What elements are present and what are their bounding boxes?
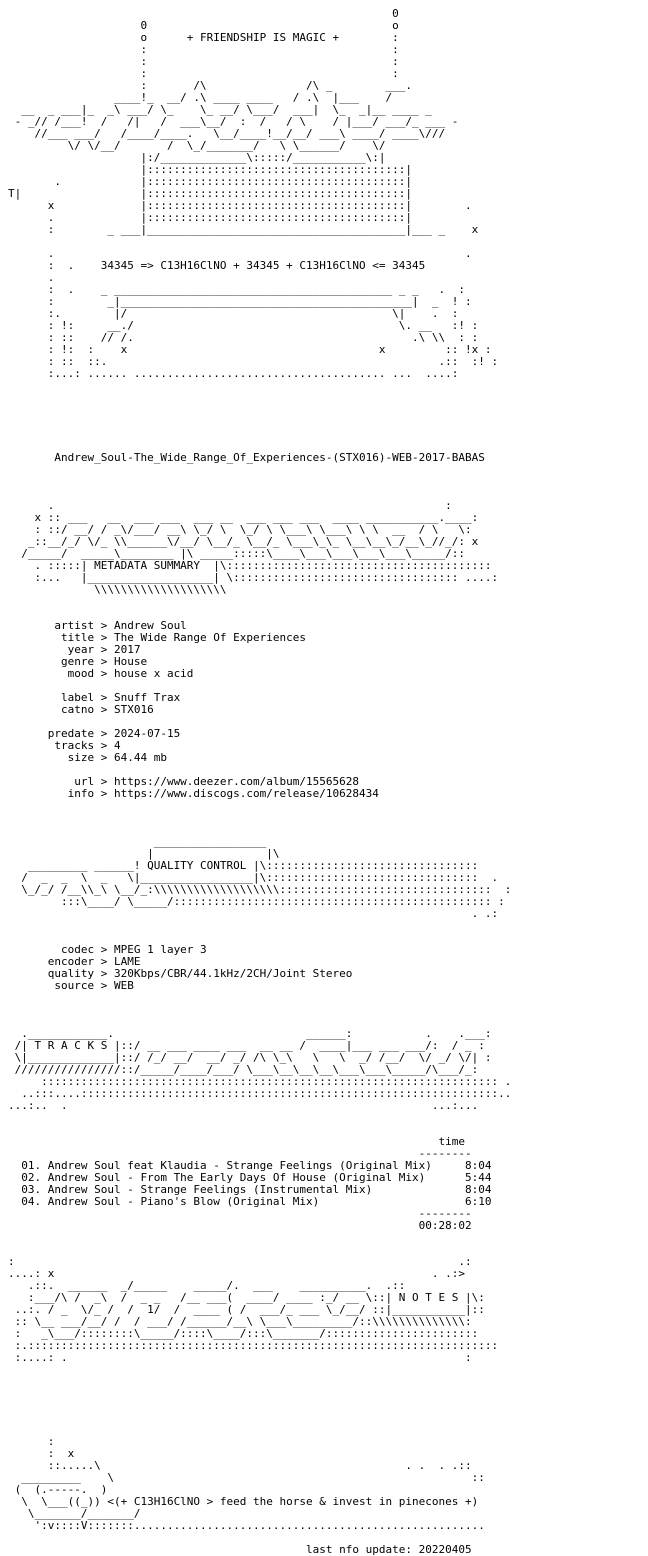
nfo-line: url > https://www.deezer.com/album/15565628 xyxy=(8,775,359,788)
nfo-text xyxy=(8,8,511,1556)
nfo-line xyxy=(8,416,511,428)
nfo-line: |:::::::::::::::::::::::::::::::::::::::| xyxy=(8,163,412,176)
nfo-line: -------- xyxy=(8,1207,472,1220)
nfo-line xyxy=(8,464,511,476)
nfo-line xyxy=(8,992,511,1004)
nfo-line: ::.....\ . . . .:: xyxy=(8,1459,472,1472)
nfo-line: x |:::::::::::::::::::::::::::::::::::::::| . xyxy=(8,199,472,212)
nfo-line: \ \___((_)) <(+ C13H16ClNO > feed the horse & invest in pinecones +) xyxy=(8,1495,479,1508)
nfo-line: : . _ __________________________________________ _ _ . : xyxy=(8,283,465,296)
nfo-line: artist > Andrew Soul xyxy=(8,619,187,632)
nfo-line: -------- xyxy=(8,1147,472,1160)
nfo-line: codec > MPEG 1 layer 3 xyxy=(8,943,207,956)
nfo-line: quality > 320Kbps/CBR/44.1kHz/2CH/Joint Stereo xyxy=(8,967,353,980)
nfo-line: 0 o xyxy=(8,19,399,32)
nfo-line: /| T R A C K S |::/ __ ___ ____ ___ __ __ / ____|___ ___ ___/: / _ : xyxy=(8,1039,485,1052)
nfo-line: ....: x . .:> xyxy=(8,1267,465,1280)
nfo-line: . .: xyxy=(8,907,499,920)
nfo-line: . : xyxy=(8,499,452,512)
nfo-line: :... |___________________| \:::::::::::::::::::::::::::::::::: ....: xyxy=(8,571,499,584)
nfo-line: source > WEB xyxy=(8,979,134,992)
nfo-line: : !: __./ \. __ :! : xyxy=(8,319,479,332)
nfo-line: | |\ xyxy=(8,847,280,860)
nfo-line: :....: . : xyxy=(8,1351,472,1364)
nfo-line: . |:::::::::::::::::::::::::::::::::::::::| xyxy=(8,211,412,224)
nfo-line: //___ ___/ /____/____. \__/____!__/__/ ___\ ____/ ____\/// xyxy=(8,127,446,140)
nfo-line: size > 64.44 mb xyxy=(8,751,167,764)
nfo-line: encoder > LAME xyxy=(8,955,141,968)
nfo-line: tracks > 4 xyxy=(8,739,121,752)
nfo-line: T| |:::::::::::::::::::::::::::::::::::::::| xyxy=(8,187,412,200)
nfo-line: _________ \ :: xyxy=(8,1471,485,1484)
nfo-line: :: \__ ___/__/ / / ___/ /______/__\ \___\_________/::\\\\\\\\\\\\\\: xyxy=(8,1315,472,1328)
nfo-line: /_____/ _____\________ |\ _____:::::\____\___\___\___\___\_____/:: xyxy=(8,547,465,560)
nfo-line: .____________. ______: . .___: xyxy=(8,1027,492,1040)
nfo-line xyxy=(8,428,511,440)
nfo-line: genre > House xyxy=(8,655,148,668)
nfo-line: / _ _ \ _ \|_________________|\:::::::::::::::::::::::::::::::: . xyxy=(8,871,499,884)
nfo-line xyxy=(8,476,511,488)
nfo-line xyxy=(8,380,511,392)
nfo-line: predate > 2024-07-15 xyxy=(8,727,181,740)
nfo-line: : : xyxy=(8,55,399,68)
nfo-line: ..:::....:::::::::::::::::::::::::::::::::::::::::::::::::::::::::::::::.. xyxy=(8,1087,512,1100)
nfo-line: \/ \/__/ / \_/_______/ \ \______/ \/ xyxy=(8,139,386,152)
nfo-line: _________ ______! QUALITY CONTROL |\:::::::::::::::::::::::::::::::: xyxy=(8,859,479,872)
nfo-line: : !: : x x :: !x : xyxy=(8,343,492,356)
nfo-line xyxy=(8,596,511,608)
nfo-line: : _ ___|_______________________________________|___ _ x xyxy=(8,223,479,236)
nfo-line: 0 xyxy=(8,7,399,20)
nfo-line: : : xyxy=(8,67,399,80)
nfo-line: : /\ /\ _ ___. xyxy=(8,79,412,92)
nfo-line xyxy=(8,1424,511,1436)
nfo-line: year > 2017 xyxy=(8,643,141,656)
nfo-line xyxy=(8,1412,511,1424)
nfo-line: : xyxy=(8,1435,55,1448)
nfo-line xyxy=(8,1400,511,1412)
nfo-line: . xyxy=(8,271,55,284)
nfo-line xyxy=(8,800,511,812)
nfo-line xyxy=(8,1112,511,1124)
nfo-line: :::\____/ \_____/:::::::::::::::::::::::::::::::::::::::::::::::: : xyxy=(8,895,505,908)
nfo-line: \_______/_______/ xyxy=(8,1507,141,1520)
nfo-line: \|_____________|::/ /_/ __/ __/ _/ /\ \_\ \ \ _/ /__/ \/ _/ \/| : xyxy=(8,1051,492,1064)
nfo-line: : :: // /. .\ \\ : : xyxy=(8,331,479,344)
nfo-line: mood > house x acid xyxy=(8,667,194,680)
nfo-line: label > Snuff Trax xyxy=(8,691,181,704)
nfo-line: o + FRIENDSHIP IS MAGIC + : xyxy=(8,31,399,44)
nfo-line xyxy=(8,1364,511,1376)
nfo-line: x :: ___ __ ___ ___ ___ __ ___ ___ ___ ____ ___________.____: xyxy=(8,511,479,524)
nfo-line: ////////////////::/_____/____/___/ \___\__\__\__\___\___\_____/\___/_: xyxy=(8,1063,479,1076)
nfo-line: 01. Andrew Soul feat Klaudia - Strange Feelings (Original Mix) 8:04 xyxy=(8,1159,492,1172)
nfo-line: . :::::| METADATA SUMMARY |\:::::::::::::::::::::::::::::::::::::::: xyxy=(8,559,492,572)
nfo-line: :. |/ \| . : xyxy=(8,307,459,320)
nfo-line: :.::::::::::::::::::::::::::::::::::::::::::::::::::::::::::::::::::::::: xyxy=(8,1339,499,1352)
nfo-line: . . xyxy=(8,247,472,260)
nfo-line xyxy=(8,1004,511,1016)
nfo-line: 04. Andrew Soul - Piano's Blow (Original Mix) 6:10 xyxy=(8,1195,492,1208)
nfo-line: ...:.. . ...:... xyxy=(8,1099,479,1112)
nfo-line: _::__/_/ \/_ \\______\/__/ \__/_ \__/_ \___\_\_ \__\__\_/__\_//_/: x xyxy=(8,535,479,548)
nfo-line: \\\\\\\\\\\\\\\\\\\\ xyxy=(8,583,227,596)
nfo-line: catno > STX016 xyxy=(8,703,154,716)
nfo-line: : _\___/::::::::\_____/::::\____/:::\_______/::::::::::::::::::::::: xyxy=(8,1327,479,1340)
nfo-line: ( (.-----. ) xyxy=(8,1483,108,1496)
nfo-line: 02. Andrew Soul - From The Early Days Of House (Original Mix) 5:44 xyxy=(8,1171,492,1184)
nfo-line: __ _ ___|_ _\ ___/ \_ \_ __/ \___/ ___| \_ _|__ ____ _ xyxy=(8,103,432,116)
nfo-line: : _|____________________________________________| _ ! : xyxy=(8,295,472,308)
nfo-line: : .: xyxy=(8,1255,472,1268)
nfo-line: : : xyxy=(8,43,399,56)
nfo-line: : . 34345 => C13H16ClNO + 34345 + C13H16ClNO <= 34345 xyxy=(8,259,426,272)
nfo-line: ____!_ __/ .\ ____ ____ / .\ |___ / xyxy=(8,91,393,104)
nfo-line: :...: ...... ...................................... ... ....: xyxy=(8,367,459,380)
nfo-line: :___/\ / _\ / _ _ /__ ___( ____/ ____ :_/ __ \::| N O T E S |\: xyxy=(8,1291,485,1304)
nfo-line: 03. Andrew Soul - Strange Feelings (Instrumental Mix) 8:04 xyxy=(8,1183,492,1196)
nfo-line: info > https://www.discogs.com/release/10628434 xyxy=(8,787,379,800)
nfo-line xyxy=(8,392,511,404)
nfo-line xyxy=(8,404,511,416)
nfo-line xyxy=(8,812,511,824)
nfo-line: time xyxy=(8,1135,465,1148)
nfo-line: Andrew_Soul-The_Wide_Range_Of_Experiences-(STX016)-WEB-2017-BABAS xyxy=(8,451,485,464)
nfo-line xyxy=(8,1376,511,1388)
nfo-line xyxy=(8,1232,511,1244)
nfo-line: ..:. / _ \/_ / / 1/ / ____ ( / ___/_ ___ \_/__/ ::|___________|:: xyxy=(8,1303,485,1316)
nfo-line: ':v::::V:::::::..................................................... xyxy=(8,1519,485,1532)
nfo-line: : ::/ __/ / _\/___/ __\ \_/ \ \_/ \ \___\ \___\ \ \ __ / \ \: xyxy=(8,523,472,536)
nfo-line: : :: ::. .:: :! : xyxy=(8,355,499,368)
nfo-line: : x xyxy=(8,1447,75,1460)
nfo-line: title > The Wide Range Of Experiences xyxy=(8,631,307,644)
nfo-line: 00:28:02 xyxy=(8,1219,472,1232)
nfo-line xyxy=(8,1532,511,1544)
nfo-line: \_/_/ /__\\_\ \__/_:\\\\\\\\\\\\\\\\\\\:::::::::::::::::::::::::::::::: : xyxy=(8,883,512,896)
nfo-line xyxy=(8,920,511,932)
nfo-line: .::. ______ _/_____ _____/. ___ __________. .:: xyxy=(8,1279,406,1292)
nfo-line: - _// /___! / /| / ___\__/ : / / \ / |___/ ___/_ ___ - xyxy=(8,115,459,128)
nfo-line: last nfo update: 20220405 xyxy=(8,1543,472,1556)
nfo-line: |:/_____________\:::::/___________\:| xyxy=(8,151,386,164)
nfo-line: ::::::::::::::::::::::::::::::::::::::::::::::::::::::::::::::::::::: . xyxy=(8,1075,512,1088)
nfo-line: _________________ xyxy=(8,835,267,848)
nfo-line: . |:::::::::::::::::::::::::::::::::::::::| xyxy=(8,175,412,188)
nfo-line xyxy=(8,1388,511,1400)
